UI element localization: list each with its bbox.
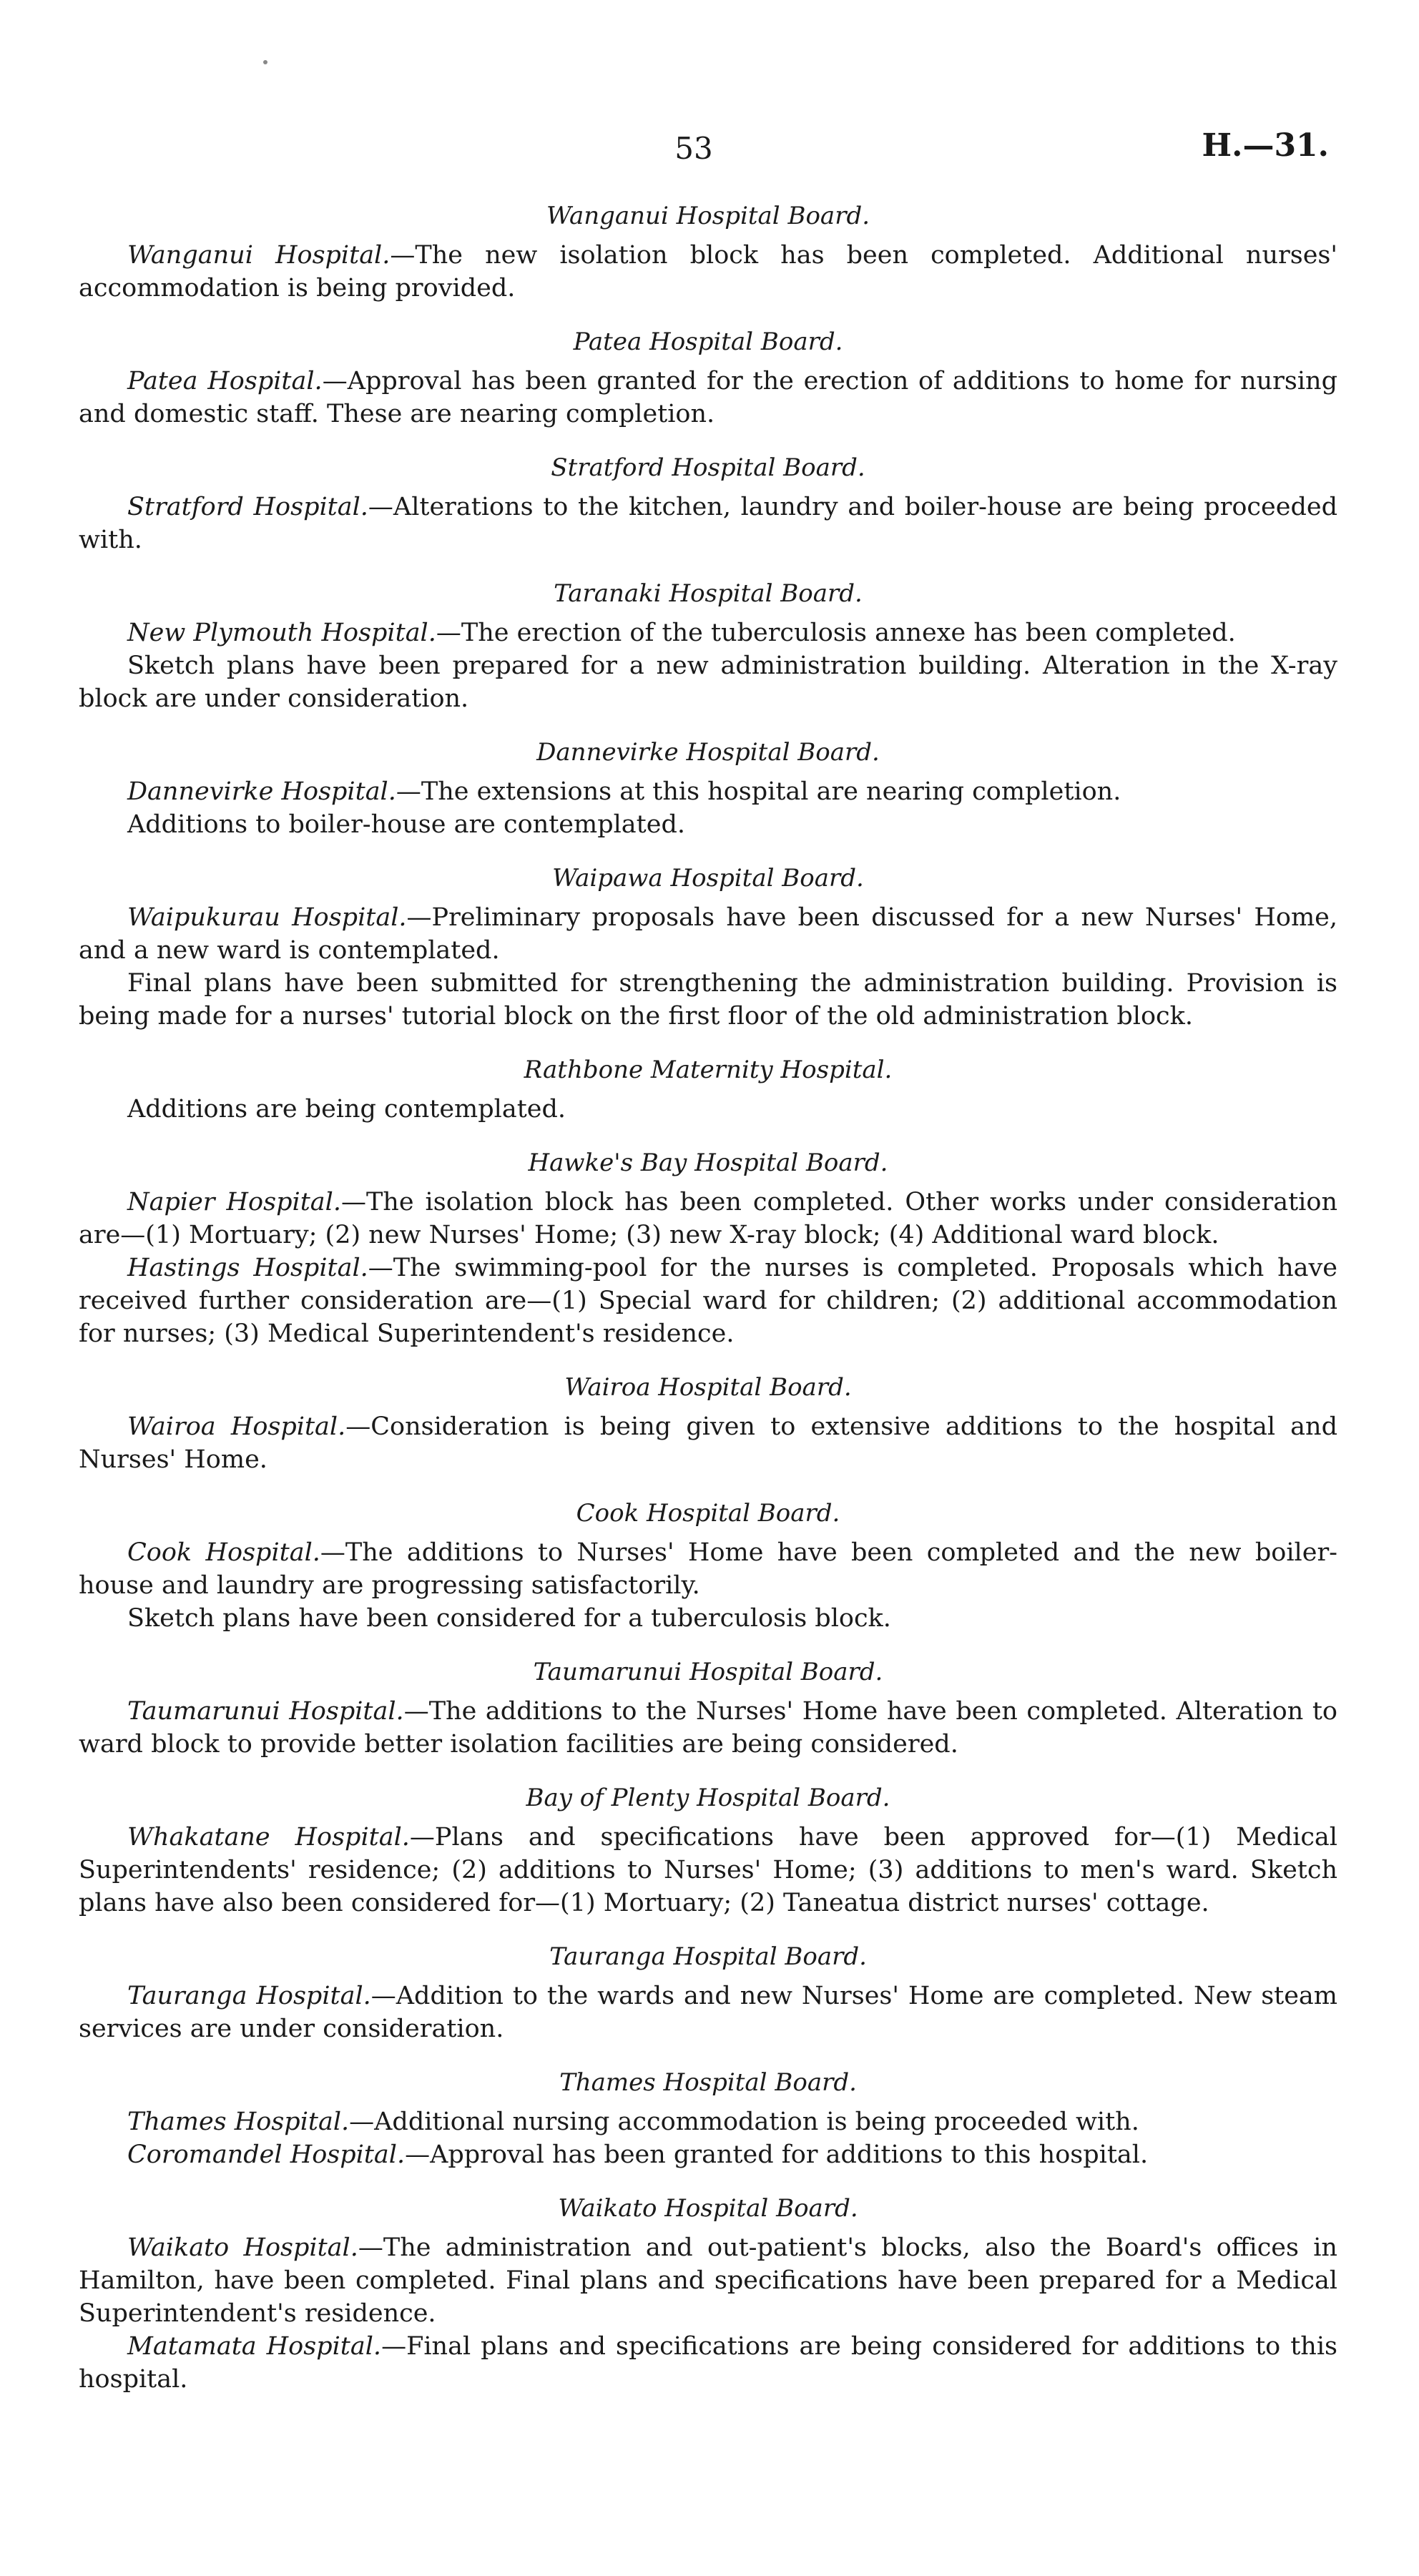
hospital-name: Matamata Hospital. — [127, 2332, 382, 2361]
paragraph-text: —The swimming-pool for the nurses is completed. Proposals which have received further consideration are—(1) Special ward for children; (2) additional accommodation for nurses; (3) Medical Superintendent's residence. — [79, 1254, 1337, 1348]
paragraph-text: —Alterations to the kitchen, laundry and boiler-house are being proceeded with. — [79, 493, 1337, 554]
paragraph-text: Sketch plans have been prepared for a new administration building. Alteration in the X-ray block are under consideration. — [79, 652, 1337, 713]
section-gap — [79, 431, 1337, 452]
section — [79, 1498, 1337, 1635]
section — [79, 200, 1337, 305]
paragraph — [79, 1093, 1337, 1126]
hospital-name: Whakatane Hospital. — [127, 1823, 410, 1852]
section — [79, 2193, 1337, 2396]
document-reference: H.—31. — [1202, 127, 1329, 164]
scan-speck — [263, 60, 267, 64]
section-gap — [79, 305, 1337, 326]
section-heading: Wanganui Hospital Board. — [546, 202, 870, 230]
paragraph-text: Additions are being contemplated. — [127, 1095, 566, 1124]
section-gap — [79, 715, 1337, 737]
paragraph — [79, 1536, 1337, 1602]
hospital-name: Waipukurau Hospital. — [127, 903, 407, 932]
paragraph — [79, 365, 1337, 431]
paragraph-text: —Approval has been granted for the erection of additions to home for nursing and domestic staff. These are nearing completion. — [79, 367, 1337, 428]
section-gap — [79, 556, 1337, 578]
section-heading: Tauranga Hospital Board. — [549, 1942, 867, 1971]
paragraph — [79, 2231, 1337, 2330]
section-gap — [79, 1635, 1337, 1656]
section-gap — [79, 1761, 1337, 1782]
paragraph — [79, 239, 1337, 305]
section-gap — [79, 1919, 1337, 1941]
hospital-name: New Plymouth Hospital. — [127, 619, 436, 647]
section-heading: Hawke's Bay Hospital Board. — [528, 1149, 888, 1177]
paragraph-text: —Addition to the wards and new Nurses' Home are completed. New steam services are under consideration. — [79, 1982, 1337, 2043]
paragraph — [79, 1252, 1337, 1350]
section-gap — [79, 1476, 1337, 1498]
paragraph-text: Sketch plans have been considered for a tuberculosis block. — [127, 1604, 891, 1633]
paragraph — [79, 1602, 1337, 1635]
hospital-name: Taumarunui Hospital. — [127, 1697, 404, 1726]
paragraph — [79, 808, 1337, 841]
section — [79, 2067, 1337, 2171]
section — [79, 1941, 1337, 2045]
section-gap — [79, 2171, 1337, 2193]
section — [79, 578, 1337, 715]
paragraph-text: —Consideration is being given to extensive additions to the hospital and Nurses' Home. — [79, 1412, 1337, 1474]
section-heading: Taumarunui Hospital Board. — [533, 1658, 883, 1686]
paragraph — [79, 1821, 1337, 1919]
hospital-name: Waikato Hospital. — [127, 2233, 358, 2262]
section — [79, 1782, 1337, 1919]
document-body — [79, 200, 1337, 2396]
paragraph-text: —The erection of the tuberculosis annexe has been completed. — [436, 619, 1236, 647]
paragraph-text: —The new isolation block has been completed. Additional nurses' accommodation is being provided. — [79, 241, 1338, 303]
section-heading: Wairoa Hospital Board. — [564, 1373, 852, 1402]
section-heading: Taranaki Hospital Board. — [554, 579, 863, 608]
hospital-name: Coromandel Hospital. — [127, 2140, 406, 2169]
section-heading: Waikato Hospital Board. — [558, 2194, 858, 2223]
hospital-name: Stratford Hospital. — [127, 493, 368, 521]
paragraph — [79, 775, 1337, 808]
section-heading: Cook Hospital Board. — [576, 1499, 840, 1528]
hospital-name: Dannevirke Hospital. — [127, 777, 396, 806]
hospital-name: Hastings Hospital. — [127, 1254, 368, 1282]
paragraph — [79, 1695, 1337, 1761]
section-heading: Thames Hospital Board. — [559, 2068, 857, 2097]
section-gap — [79, 2045, 1337, 2067]
paragraph — [79, 491, 1337, 556]
section — [79, 1656, 1337, 1761]
section — [79, 862, 1337, 1033]
section-heading: Patea Hospital Board. — [573, 328, 843, 356]
section-heading: Dannevirke Hospital Board. — [536, 738, 880, 767]
hospital-name: Napier Hospital. — [127, 1188, 341, 1216]
section-heading: Rathbone Maternity Hospital. — [524, 1056, 893, 1084]
hospital-name: Tauranga Hospital. — [127, 1982, 371, 2010]
paragraph — [79, 1410, 1337, 1476]
paragraph — [79, 616, 1337, 649]
section — [79, 1054, 1337, 1126]
section — [79, 326, 1337, 431]
section-heading: Waipawa Hospital Board. — [552, 864, 864, 893]
hospital-name: Thames Hospital. — [127, 2108, 350, 2136]
paragraph-text: —The isolation block has been completed. Other works under consideration are—(1) Mortuary; (2) new Nurses' Home; (3) new X-ray block; (4) Additional ward block. — [79, 1188, 1337, 1249]
section-gap — [79, 1126, 1337, 1147]
paragraph — [79, 967, 1337, 1033]
section — [79, 1147, 1337, 1350]
paragraph-text: —Additional nursing accommodation is being proceeded with. — [349, 2108, 1139, 2136]
paragraph — [79, 1186, 1337, 1252]
paragraph — [79, 2138, 1337, 2171]
section-heading: Stratford Hospital Board. — [551, 453, 865, 482]
section-gap — [79, 841, 1337, 862]
paragraph-text: —The extensions at this hospital are nearing completion. — [396, 777, 1121, 806]
section — [79, 737, 1337, 841]
paragraph-text: —Plans and specifications have been approved for—(1) Medical Superintendents' residence; (2) additions to Nurses' Home; (3) additions to men's ward. Sketch plans have also been considered for—(1) Mortuary; (2) Taneatua district nurses' cottage. — [79, 1823, 1337, 1917]
paragraph-text: —Preliminary proposals have been discussed for a new Nurses' Home, and a new ward is contemplated. — [79, 903, 1337, 965]
paragraph-text: —The additions to the Nurses' Home have been completed. Alteration to ward block to provide better isolation facilities are being considered. — [79, 1697, 1337, 1759]
section — [79, 452, 1337, 556]
section-heading: Bay of Plenty Hospital Board. — [526, 1784, 890, 1812]
paragraph-text: —The administration and out-patient's blocks, also the Board's offices in Hamilton, have been completed. Final plans and specifications have been prepared for a Medical Superintendent's residence. — [79, 2233, 1337, 2328]
paragraph — [79, 2105, 1337, 2138]
section — [79, 1372, 1337, 1476]
page-number: 53 — [674, 131, 713, 166]
section-gap — [79, 1033, 1337, 1054]
hospital-name: Cook Hospital. — [127, 1538, 320, 1567]
paragraph — [79, 2330, 1337, 2396]
hospital-name: Wanganui Hospital. — [127, 241, 391, 270]
paragraph-text: —Approval has been granted for additions to this hospital. — [405, 2140, 1149, 2169]
paragraph — [79, 1980, 1337, 2045]
paragraph — [79, 901, 1337, 967]
paragraph-text: Final plans have been submitted for strengthening the administration building. Provision is being made for a nurses' tutorial block on the first floor of the old administration block. — [79, 969, 1337, 1031]
section-gap — [79, 1350, 1337, 1372]
paragraph-text: —The additions to Nurses' Home have been completed and the new boiler-house and laundry are progressing satisfactorily. — [79, 1538, 1337, 1600]
hospital-name: Wairoa Hospital. — [127, 1412, 346, 1441]
paragraph-text: Additions to boiler-house are contemplated. — [127, 810, 685, 839]
paragraph — [79, 649, 1337, 715]
hospital-name: Patea Hospital. — [127, 367, 323, 395]
paragraph-text: —Final plans and specifications are being considered for additions to this hospital. — [79, 2332, 1337, 2394]
